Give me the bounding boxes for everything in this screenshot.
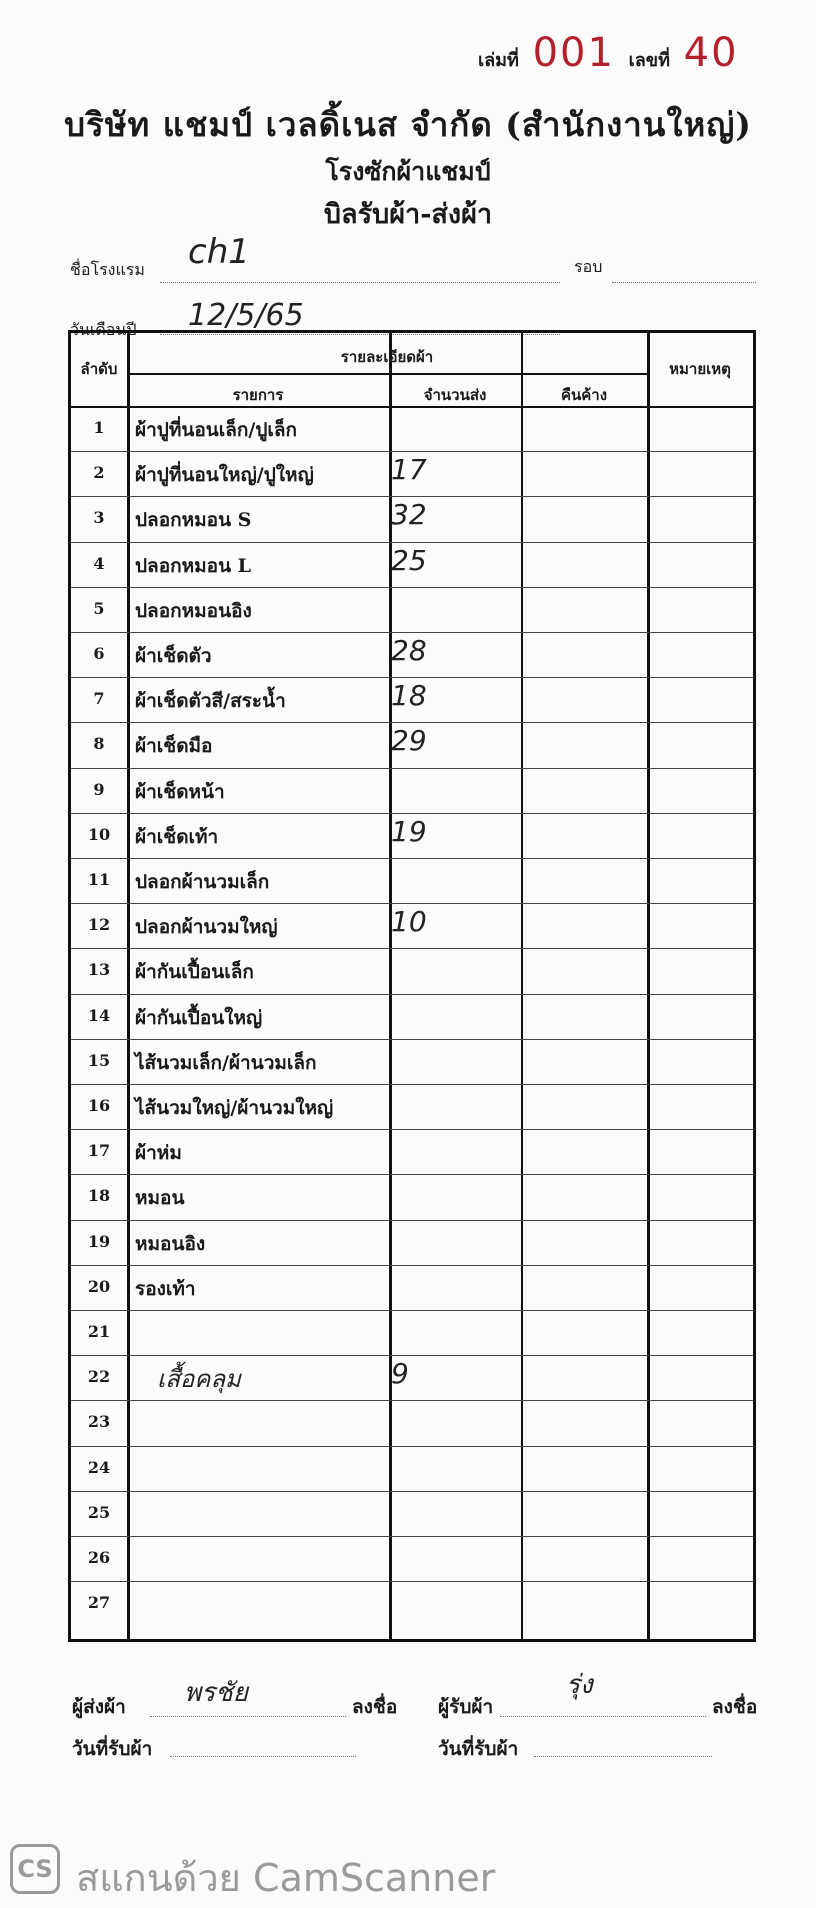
row-divider bbox=[71, 1084, 753, 1085]
header-no: ลำดับ bbox=[80, 360, 118, 378]
sender-sign-label: ลงชื่อ bbox=[352, 1696, 398, 1718]
hotel-value: ch1 bbox=[188, 232, 250, 272]
row-quantity: 9 bbox=[391, 1357, 409, 1391]
row-number: 12 bbox=[87, 915, 111, 935]
row-divider bbox=[71, 1039, 753, 1040]
row-number: 10 bbox=[87, 824, 111, 844]
room-label: รอบ bbox=[574, 257, 603, 276]
receive-date-label-right: วันที่รับผ้า bbox=[438, 1738, 519, 1760]
row-number: 11 bbox=[87, 870, 111, 889]
row-divider bbox=[71, 994, 753, 995]
row-divider bbox=[71, 1355, 753, 1356]
company-name: บริษัท แชมป์ เวลดิ้เนส จำกัด (สำนักงานใหญ่) bbox=[64, 105, 752, 144]
row-number: 25 bbox=[87, 1502, 111, 1522]
row-divider bbox=[71, 948, 753, 949]
row-divider bbox=[71, 542, 753, 543]
row-divider bbox=[71, 1400, 753, 1401]
header-return: คืนค้าง bbox=[560, 386, 608, 404]
hotel-dotline bbox=[160, 282, 560, 283]
row-item-name: ผ้าปูที่นอนเล็ก/ปูเล็ก bbox=[135, 419, 298, 441]
receiver-signature: รุ่ง bbox=[566, 1670, 593, 1700]
row-number: 7 bbox=[93, 689, 105, 709]
receive-date-label-left: วันที่รับผ้า bbox=[72, 1738, 153, 1760]
row-number: 16 bbox=[87, 1096, 111, 1115]
header-item: รายการ bbox=[232, 386, 284, 404]
row-quantity: 18 bbox=[391, 679, 427, 713]
receiver-label: ผู้รับผ้า bbox=[438, 1696, 494, 1718]
row-quantity: 17 bbox=[391, 453, 427, 487]
row-number: 20 bbox=[87, 1276, 111, 1296]
row-divider bbox=[71, 768, 753, 769]
row-item-name: ผ้าเช็ดหน้า bbox=[135, 780, 225, 803]
row-divider bbox=[71, 451, 753, 452]
row-number: 19 bbox=[87, 1231, 111, 1251]
row-item-name: ผ้ากันเปื้อนใหญ่ bbox=[135, 1006, 263, 1029]
row-item-name: ผ้าเช็ดตัว bbox=[135, 645, 212, 667]
header-group-line bbox=[127, 373, 647, 375]
row-item-name: ผ้ากันเปื้อนเล็ก bbox=[135, 961, 254, 984]
bill-number: 40 bbox=[683, 30, 739, 76]
hotel-label: ชื่อโรงแรม bbox=[70, 260, 145, 279]
number-label: เลขที่ bbox=[628, 50, 670, 71]
header-group: รายละเอียดผ้า bbox=[340, 348, 434, 366]
row-number: 3 bbox=[93, 508, 105, 528]
row-item-name: หมอนอิง bbox=[135, 1232, 206, 1255]
row-divider bbox=[71, 632, 753, 633]
header-remark: หมายเหตุ bbox=[669, 360, 731, 378]
sender-label: ผู้ส่งผ้า bbox=[72, 1696, 126, 1718]
row-divider bbox=[71, 1446, 753, 1447]
row-quantity: 29 bbox=[391, 724, 427, 758]
receiver-sign-label: ลงชื่อ bbox=[712, 1696, 758, 1718]
row-quantity: 19 bbox=[391, 814, 427, 848]
row-divider bbox=[71, 858, 753, 859]
row-number: 24 bbox=[87, 1457, 111, 1477]
row-divider bbox=[71, 1491, 753, 1492]
row-number: 4 bbox=[93, 553, 105, 573]
row-divider bbox=[71, 1581, 753, 1582]
camscanner-watermark: สแกนด้วย CamScanner bbox=[76, 1856, 496, 1900]
row-divider bbox=[71, 903, 753, 904]
row-item-name: ปลอกหมอนอิง bbox=[135, 599, 252, 622]
row-item-name: ปลอกหมอน L bbox=[135, 554, 252, 577]
row-item-name: ผ้าปูที่นอนใหญ่/ปูใหญ่ bbox=[135, 464, 314, 487]
row-number: 21 bbox=[87, 1322, 111, 1341]
row-item-name: ปลอกผ้านวมเล็ก bbox=[135, 871, 270, 893]
row-divider bbox=[71, 1265, 753, 1266]
row-item-name: ผ้าเช็ดมือ bbox=[135, 735, 213, 758]
room-dotline bbox=[612, 282, 756, 283]
sender-dotline bbox=[150, 1716, 346, 1717]
row-divider bbox=[71, 813, 753, 814]
sender-signature: พรชัย bbox=[184, 1678, 248, 1708]
header-qty: จำนวนส่ง bbox=[423, 386, 487, 404]
row-number: 23 bbox=[87, 1412, 111, 1432]
row-number: 18 bbox=[87, 1186, 111, 1206]
row-number: 26 bbox=[87, 1548, 111, 1567]
row-number: 1 bbox=[93, 418, 105, 437]
row-number: 14 bbox=[87, 1005, 111, 1025]
row-divider bbox=[71, 1310, 753, 1311]
row-number: 15 bbox=[87, 1050, 111, 1070]
row-number: 22 bbox=[87, 1367, 111, 1387]
row-item-name: ผ้าเช็ดตัวสี/สระน้ำ bbox=[135, 690, 286, 713]
row-number: 9 bbox=[93, 779, 105, 799]
row-quantity: 32 bbox=[391, 498, 427, 532]
items-table bbox=[68, 330, 756, 1642]
date-label: วันเดือนปี bbox=[70, 320, 137, 339]
col-divider-return bbox=[647, 333, 650, 1639]
row-item-name: ผ้าเช็ดเท้า bbox=[135, 825, 219, 848]
row-item-name: ไส้นวมใหญ่/ผ้านวมใหญ่ bbox=[135, 1097, 334, 1119]
row-divider bbox=[71, 677, 753, 678]
book-label: เล่มที่ bbox=[478, 50, 519, 71]
row-number: 8 bbox=[93, 734, 105, 754]
book-number-line bbox=[472, 30, 739, 76]
row-divider bbox=[71, 496, 753, 497]
col-divider-no bbox=[127, 333, 130, 1639]
row-item-name: หมอน bbox=[135, 1187, 185, 1210]
col-divider-qty bbox=[521, 333, 523, 1639]
row-divider bbox=[71, 1536, 753, 1537]
row-number: 5 bbox=[93, 598, 105, 618]
factory-name: โรงซักผ้าแชมป์ bbox=[325, 157, 491, 186]
receive-date-dotline-right bbox=[534, 1756, 712, 1757]
row-number: 13 bbox=[87, 960, 111, 980]
row-divider bbox=[71, 587, 753, 588]
row-number: 27 bbox=[87, 1593, 111, 1613]
row-number: 2 bbox=[93, 463, 105, 483]
row-divider bbox=[71, 1129, 753, 1130]
row-item-name: ผ้าห่ม bbox=[135, 1142, 182, 1165]
row-item-name: ปลอกผ้านวมใหญ่ bbox=[135, 916, 278, 939]
row-item-name: เสื้อคลุม bbox=[157, 1365, 241, 1394]
row-quantity: 10 bbox=[391, 905, 427, 939]
row-number: 17 bbox=[87, 1141, 111, 1161]
row-item-name: ปลอกหมอน S bbox=[135, 509, 252, 532]
row-number: 6 bbox=[93, 644, 105, 663]
row-item-name: ไส้นวมเล็ก/ผ้านวมเล็ก bbox=[135, 1051, 317, 1074]
row-item-name: รองเท้า bbox=[135, 1277, 196, 1300]
receiver-dotline bbox=[500, 1716, 706, 1717]
bill-title: บิลรับผ้า-ส่งผ้า bbox=[323, 199, 493, 230]
row-quantity: 28 bbox=[391, 634, 427, 667]
row-divider bbox=[71, 1174, 753, 1175]
row-quantity: 25 bbox=[391, 543, 427, 577]
row-divider bbox=[71, 722, 753, 723]
receive-date-dotline-left bbox=[170, 1756, 356, 1757]
date-value: 12/5/65 bbox=[188, 298, 304, 333]
book-number: 001 bbox=[532, 30, 615, 76]
camscanner-logo-icon: CS bbox=[10, 1844, 60, 1894]
row-divider bbox=[71, 1220, 753, 1221]
